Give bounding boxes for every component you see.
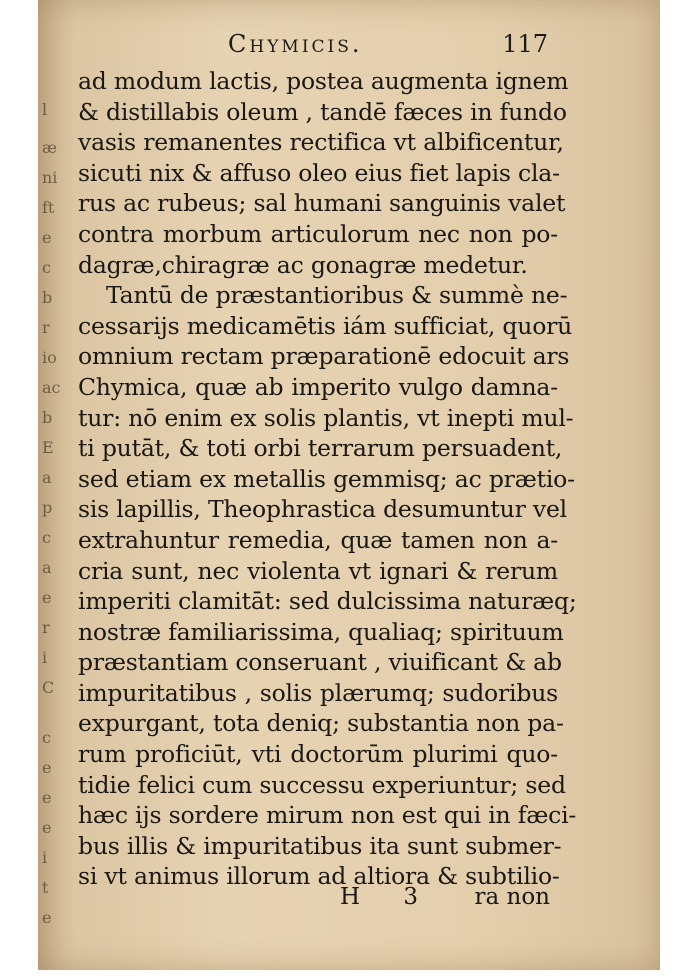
bleed-mark: i xyxy=(42,648,48,667)
bleed-mark: l xyxy=(42,100,48,119)
text-line: præstantiam conseruant , viuificant & ab xyxy=(78,648,562,677)
body-text xyxy=(78,66,577,892)
bleed-mark: io xyxy=(42,348,57,367)
bleed-mark: e xyxy=(42,788,52,807)
bleed-mark: c xyxy=(42,728,51,747)
text-line: rus ac rubeus; sal humani sanguinis valet xyxy=(78,189,566,218)
text-line: vasis remanentes rectifica vt albificentur, xyxy=(78,128,564,157)
text-line: omnium rectam præparationē edocuit ars xyxy=(78,342,570,371)
text-line: extrahuntur remedia, quæ tamen non a- xyxy=(78,525,558,554)
paragraph-start-line: Tantū de præstantioribus & summè ne- xyxy=(106,281,568,310)
text-line: sed etiam ex metallis gemmisq; ac prætio- xyxy=(78,464,575,493)
bleed-mark: e xyxy=(42,228,52,247)
bleed-mark: p xyxy=(42,498,53,517)
text-line: hæc ijs sordere mirum non est qui in fæci- xyxy=(78,801,577,830)
text-line: sis lapillis, Theophrastica desumuntur vel xyxy=(78,495,567,524)
text-line: & distillabis oleum , tandē fæces in fundo xyxy=(78,97,567,126)
text-line: si vt animus illorum ad altiora & subtilio- xyxy=(78,862,560,891)
bleed-mark: t xyxy=(42,878,49,897)
catchword: ra non xyxy=(474,884,550,910)
page-number: 117 xyxy=(502,30,548,58)
bleed-mark: e xyxy=(42,588,52,607)
bleed-mark: C xyxy=(42,678,55,697)
bleed-mark: b xyxy=(42,408,53,427)
text-line: impuritatibus , solis plærumq; sudoribus xyxy=(78,678,558,707)
bleed-mark: ft xyxy=(42,198,55,217)
bleed-mark: c xyxy=(42,258,51,277)
text-line: cessarijs medicamētis iám sufficiat, quorū xyxy=(78,311,573,340)
signature-mark: H 3 xyxy=(340,884,437,910)
text-line: nostræ familiarissima, qualiaq; spirituum xyxy=(78,617,564,646)
bleed-mark: ni xyxy=(42,168,58,187)
bleed-mark: c xyxy=(42,528,51,547)
text-line: tur: nō enim ex solis plantis, vt inepti mul- xyxy=(78,403,574,432)
running-head: Chymicis. xyxy=(228,30,363,58)
text-line: ad modum lactis, postea augmenta ignem xyxy=(78,67,569,95)
page-footer xyxy=(78,884,558,916)
text-line: ti putāt, & toti orbi terrarum persuadent, xyxy=(78,434,563,463)
text-line: expurgant, tota deniq; substantia non pa- xyxy=(78,709,564,738)
text-line: tidie felici cum successu experiuntur; sed xyxy=(78,770,566,799)
bleed-mark: e xyxy=(42,908,52,927)
page-header xyxy=(228,30,548,62)
text-line: bus illis & impuritatibus ita sunt submer- xyxy=(78,831,562,860)
margin-bleed-through xyxy=(38,60,61,927)
text-line: cria sunt, nec violenta vt ignari & rerum xyxy=(78,556,558,585)
bleed-mark: r xyxy=(42,618,50,637)
text-line: Chymica, quæ ab imperito vulgo damna- xyxy=(78,372,558,401)
bleed-mark: b xyxy=(42,288,53,307)
bleed-mark: E xyxy=(42,438,54,457)
bleed-mark: r xyxy=(42,318,50,337)
bleed-mark: e xyxy=(42,758,52,777)
text-line: rum proficiūt, vti doctorūm plurimi quo- xyxy=(78,740,558,769)
text-line: sicuti nix & affuso oleo eius fiet lapis cla- xyxy=(78,158,560,187)
bleed-mark: i xyxy=(42,848,48,867)
text-line: imperiti clamitāt: sed dulcissima naturæq; xyxy=(78,587,577,616)
bleed-mark: ac xyxy=(42,378,61,397)
bleed-mark: a xyxy=(42,468,52,487)
bleed-mark: a xyxy=(42,558,52,577)
text-line: dagræ,chiragræ ac gonagræ medetur. xyxy=(78,250,528,279)
bleed-mark: e xyxy=(42,818,52,837)
text-line: contra morbum articulorum nec non po- xyxy=(78,219,558,248)
bleed-mark: æ xyxy=(42,138,58,157)
